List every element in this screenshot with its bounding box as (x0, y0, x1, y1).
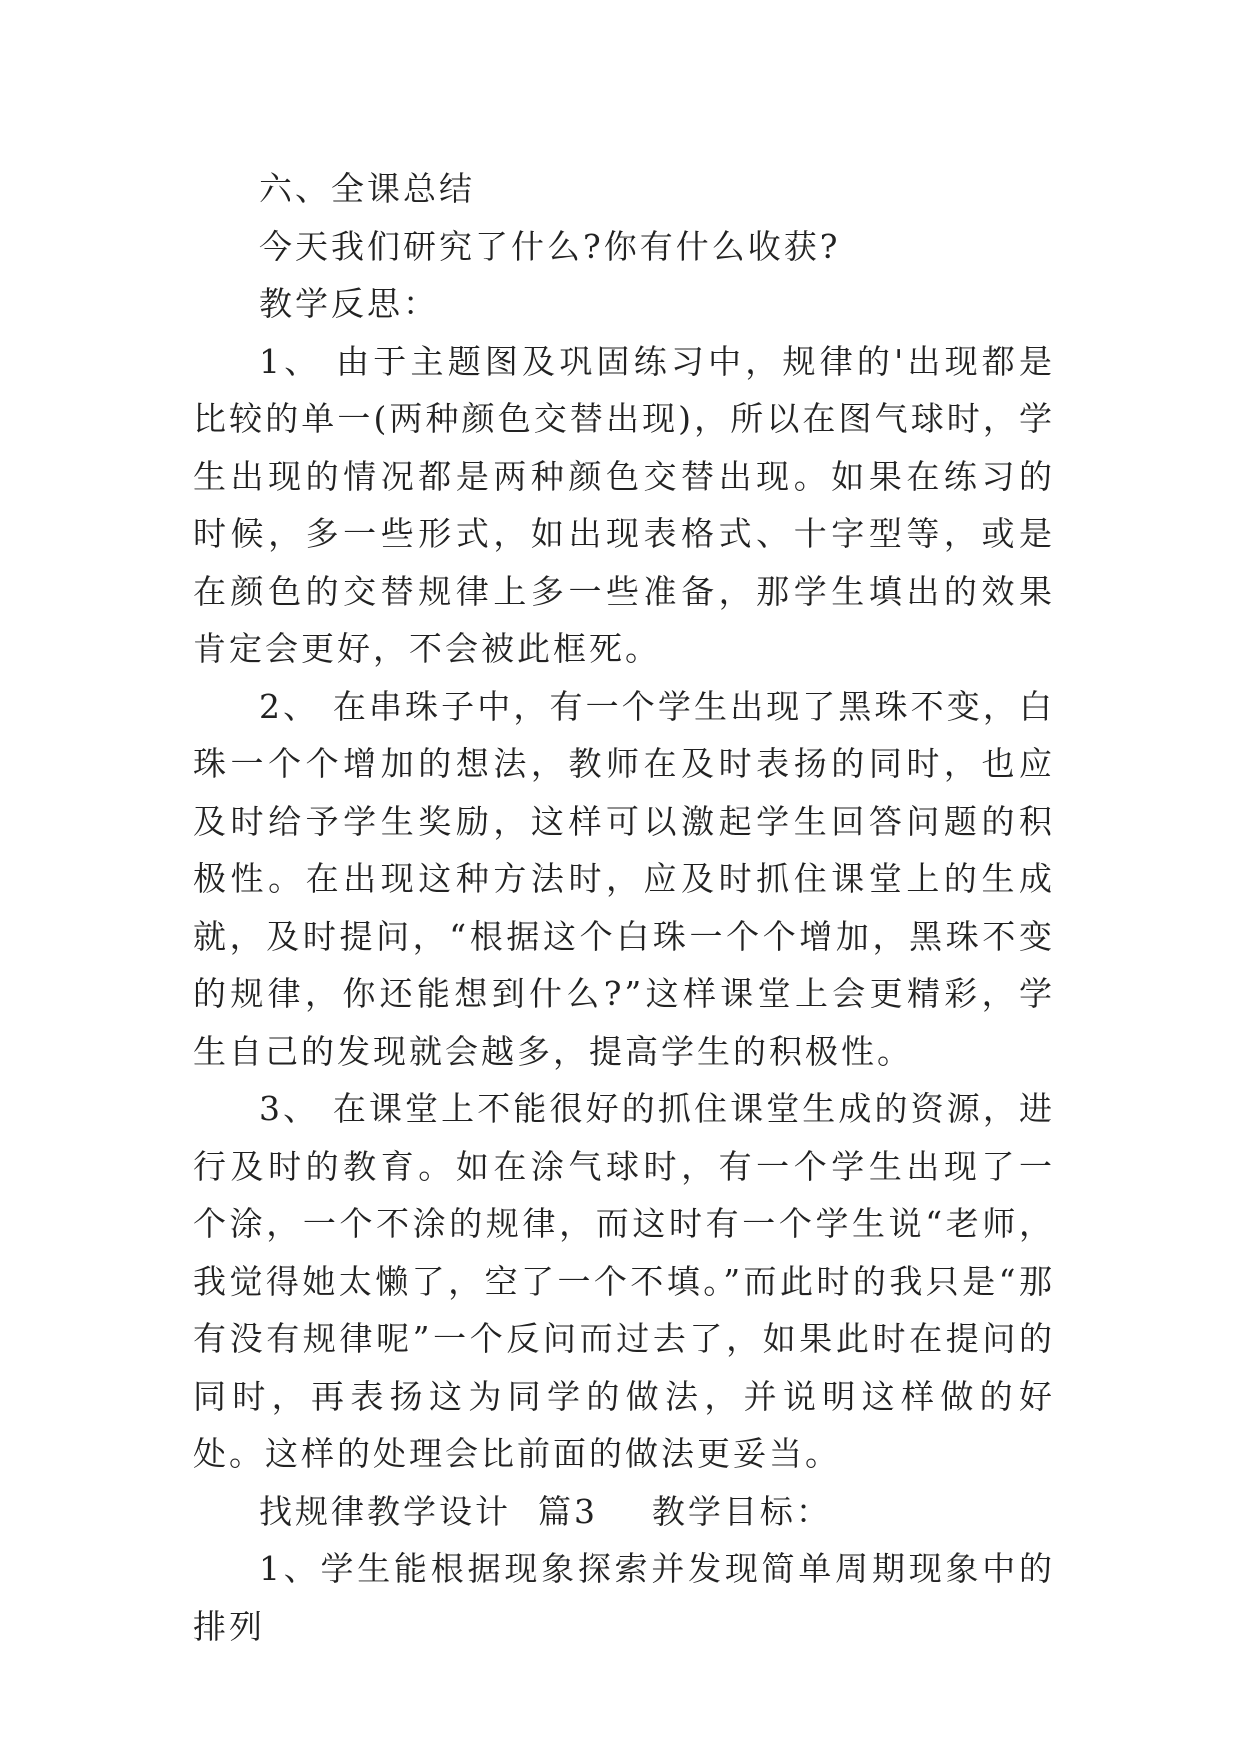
document-body (193, 160, 1055, 1655)
section-heading-summary: 六、全课总结 (259, 169, 475, 208)
reflection-item-2: 2、 在串珠子中，有一个学生出现了黑珠不变，白珠一个个增加的想法，教师在及时表扬的同时，也应及时给予学生奖励，这样可以激起学生回答问题的积极性。在出现这种方法时，应及时抓住课堂上的生成就，及时提问，“根据这个白珠一个个增加，黑珠不变的规律，你还能想到什么?”这样课堂上会更精彩，学生自己的发现就会越多，提高学生的积极性。 (193, 686, 1055, 1071)
summary-question: 今天我们研究了什么?你有什么收获? (259, 226, 841, 266)
design-title-line: 找规律教学设计 篇3 教学目标： (259, 1491, 832, 1531)
reflection-item-3: 3、 在课堂上不能很好的抓住课堂生成的资源，进行及时的教育。如在涂气球时，有一个学生出现了一个涂，一个不涂的规律，而这时有一个学生说“老师，我觉得她太懒了，空了一个不填。”而此时的我只是“那有没有规律呢”一个反问而过去了，如果此时在提问的同时，再表扬这为同学的做法，并说明这样做的好处。这样的处理会比前面的做法更妥当。 (193, 1089, 1055, 1473)
reflection-item-1: 1、 由于主题图及巩固练习中，规律的'出现都是比较的单一(两种颜色交替出现)，所以在图气球时，学生出现的情况都是两种颜色交替出现。如果在练习的时候，多一些形式，如出现表格式、十字型等，或是在颜色的交替规律上多一些准备，那学生填出的效果肯定会更好，不会被此框死。 (193, 341, 1055, 668)
objective-item-1: 1、学生能根据现象探索并发现简单周期现象中的排列 (193, 1549, 1055, 1646)
reflection-heading: 教学反思： (259, 284, 439, 323)
